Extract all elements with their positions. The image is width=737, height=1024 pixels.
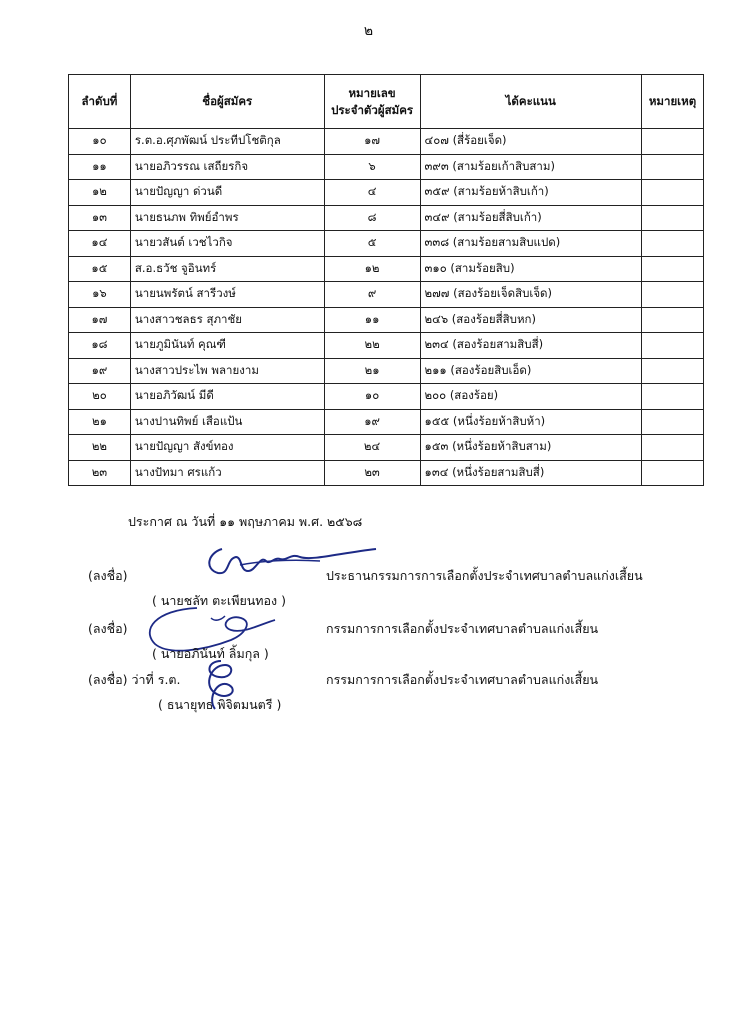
cell-number: ๔ [324,180,420,206]
cell-number: ๑๙ [324,409,420,435]
cell-number: ๑๗ [324,129,420,155]
cell-score: ๓๔๙ (สามร้อยสี่สิบเก้า) [420,205,641,231]
cell-score: ๒๓๔ (สองร้อยสามสิบสี่) [420,333,641,359]
cell-order: ๑๖ [69,282,131,308]
cell-order: ๑๒ [69,180,131,206]
table-row [69,282,704,308]
cell-order: ๒๒ [69,435,131,461]
table-row [69,154,704,180]
signer-title-2: กรรมการการเลือกตั้งประจำเทศบาลตำบลแก่งเสี้ยน [326,621,599,636]
cell-order: ๒๑ [69,409,131,435]
cell-order: ๑๘ [69,333,131,359]
cell-name: นายอภิวัฒน์ มีดี [130,384,324,410]
cell-score: ๔๐๗ (สี่ร้อยเจ็ด) [420,129,641,155]
cell-note [642,409,704,435]
announcement-date: ประกาศ ณ วันที่ ๑๑ พฤษภาคม พ.ศ. ๒๕๖๘ [128,514,363,529]
header-number [324,75,420,129]
cell-name: นางสาวประไพ พลายงาม [130,358,324,384]
cell-number: ๙ [324,282,420,308]
header-score: ได้คะแนน [420,75,641,129]
table-row [69,307,704,333]
page-number: ๒ [363,23,374,39]
table-row [69,256,704,282]
table-row [69,231,704,257]
cell-note [642,460,704,486]
cell-score: ๓๓๘ (สามร้อยสามสิบแปด) [420,231,641,257]
cell-number: ๑๑ [324,307,420,333]
table-row [69,409,704,435]
results-table [68,74,704,486]
cell-score: ๒๐๐ (สองร้อย) [420,384,641,410]
cell-order: ๒๓ [69,460,131,486]
cell-note [642,282,704,308]
cell-order: ๒๐ [69,384,131,410]
cell-note [642,384,704,410]
signer-name-3: ( ธนายุทธ พิจิตมนตรี ) [158,697,282,712]
signer-name-1: ( นายชลัท ตะเพียนทอง ) [152,593,287,608]
cell-number: ๘ [324,205,420,231]
table-row [69,358,704,384]
cell-name: นายปัญญา สังข์ทอง [130,435,324,461]
cell-name: นายภูมินันท์ คุณฑี [130,333,324,359]
cell-note [642,333,704,359]
cell-note [642,205,704,231]
cell-score: ๒๔๖ (สองร้อยสี่สิบหก) [420,307,641,333]
header-note: หมายเหตุ [642,75,704,129]
cell-score: ๒๗๗ (สองร้อยเจ็ดสิบเจ็ด) [420,282,641,308]
cell-number: ๒๒ [324,333,420,359]
table-row [69,435,704,461]
cell-order: ๑๓ [69,205,131,231]
cell-name: นายอภิวรรณ เสถียรกิจ [130,154,324,180]
table-row [69,129,704,155]
cell-number: ๑๒ [324,256,420,282]
cell-name: นายปัญญา ด่วนดี [130,180,324,206]
cell-order: ๑๗ [69,307,131,333]
cell-name: นางปัทมา ศรแก้ว [130,460,324,486]
signer-title-3: กรรมการการเลือกตั้งประจำเทศบาลตำบลแก่งเสี้ยน [326,672,599,687]
cell-number: ๒๔ [324,435,420,461]
sign-label-3: (ลงชื่อ) ว่าที่ ร.ต. [88,672,181,687]
cell-name: นางปานทิพย์ เสือแป้น [130,409,324,435]
signer-title-1: ประธานกรรมการการเลือกตั้งประจำเทศบาลตำบลแก่งเสี้ยน [326,568,643,583]
cell-name: นายวสันต์ เวชไวกิจ [130,231,324,257]
header-number-line2: ประจำตัวผู้สมัคร [331,102,414,117]
cell-note [642,256,704,282]
signer-name-2: ( นายอภินันท์ ลิ้มกุล ) [152,646,269,661]
cell-score: ๒๑๑ (สองร้อยสิบเอ็ด) [420,358,641,384]
cell-score: ๓๙๓ (สามร้อยเก้าสิบสาม) [420,154,641,180]
table-body [69,129,704,486]
cell-name: นายนพรัตน์ สารีวงษ์ [130,282,324,308]
cell-name: ส.อ.ธวัช จูอินทร์ [130,256,324,282]
table-row [69,384,704,410]
cell-score: ๓๕๙ (สามร้อยห้าสิบเก้า) [420,180,641,206]
cell-name: ร.ต.อ.ศุภพัฒน์ ประทีปโชติกุล [130,129,324,155]
cell-order: ๑๕ [69,256,131,282]
cell-number: ๒๑ [324,358,420,384]
cell-order: ๑๐ [69,129,131,155]
cell-number: ๕ [324,231,420,257]
cell-score: ๑๓๔ (หนึ่งร้อยสามสิบสี่) [420,460,641,486]
cell-note [642,154,704,180]
table-row [69,205,704,231]
cell-score: ๑๕๕ (หนึ่งร้อยห้าสิบห้า) [420,409,641,435]
cell-note [642,358,704,384]
header-number-line1: หมายเลข [348,85,396,100]
cell-order: ๑๔ [69,231,131,257]
cell-order: ๑๙ [69,358,131,384]
sign-label-2: (ลงชื่อ) [88,621,128,636]
table-header-row [69,75,704,129]
cell-note [642,307,704,333]
table-row [69,333,704,359]
cell-note [642,129,704,155]
table-row [69,460,704,486]
cell-name: นายธนภพ ทิพย์อำพร [130,205,324,231]
header-name: ชื่อผู้สมัคร [130,75,324,129]
cell-number: ๖ [324,154,420,180]
header-order: ลำดับที่ [69,75,131,129]
cell-score: ๑๕๓ (หนึ่งร้อยห้าสิบสาม) [420,435,641,461]
cell-note [642,231,704,257]
cell-score: ๓๑๐ (สามร้อยสิบ) [420,256,641,282]
sign-label-1: (ลงชื่อ) [88,568,128,583]
cell-number: ๑๐ [324,384,420,410]
cell-number: ๒๓ [324,460,420,486]
table-row [69,180,704,206]
cell-note [642,435,704,461]
cell-note [642,180,704,206]
cell-order: ๑๑ [69,154,131,180]
cell-name: นางสาวชลธร สุภาชัย [130,307,324,333]
